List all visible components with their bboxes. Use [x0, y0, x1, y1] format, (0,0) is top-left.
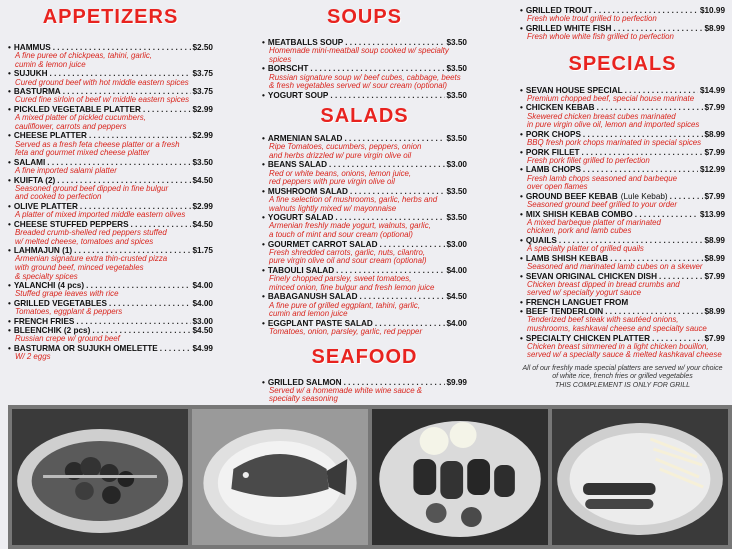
bullet-icon: • [262, 377, 265, 387]
item-price: $8.99 [704, 253, 725, 263]
item-price: $7.99 [704, 147, 725, 157]
salads-heading: SALADS [320, 104, 409, 127]
item-description: in pure virgin olive oil, lemon and imported spices [527, 120, 700, 130]
menu-item [262, 378, 467, 404]
bullet-icon: • [520, 297, 523, 307]
menu-item [262, 187, 467, 213]
menu-item [8, 299, 213, 317]
dot-leader [76, 317, 190, 326]
item-name: LAMB CHOPS [525, 165, 581, 175]
item-description: A mixed platter of pickled cucumbers, [15, 113, 146, 123]
item-price: $14.99 [699, 85, 725, 95]
menu-item [8, 326, 213, 344]
menu-item [520, 210, 725, 236]
menu-item [8, 131, 213, 157]
item-description: Fresh pork fillet grilled to perfection [527, 155, 650, 165]
item-price: $3.50 [446, 133, 467, 143]
item-price: $4.00 [192, 281, 213, 291]
menu-item [520, 6, 725, 24]
menu-item [520, 307, 725, 333]
item-extra: (Lule Kebab) [620, 191, 668, 201]
dot-leader [330, 91, 444, 100]
item-price: $10.99 [699, 6, 725, 15]
bullet-icon: • [8, 69, 11, 79]
item-description: Armenian freshly made yogurt, walnuts, garlic, [269, 221, 431, 231]
item-description: feta and gourmet mixed cheese platter [15, 148, 150, 158]
item-description: Premium chopped beef, special house marinate [527, 93, 695, 103]
bullet-icon: • [8, 219, 11, 229]
menu-item [262, 266, 467, 292]
bullet-icon: • [262, 160, 265, 170]
menu-item [8, 202, 213, 220]
item-price: $4.00 [446, 265, 467, 275]
menu-item [262, 213, 467, 239]
item-description: with ground beef, minced vegetables [15, 262, 144, 272]
item-description: cumin and lemon juice [269, 309, 348, 319]
bullet-icon: • [8, 298, 11, 308]
item-price: $3.50 [446, 38, 467, 47]
note-line: of white rice, french fries or grilled vegetables [552, 373, 693, 381]
item-description: A mixed barbeque platter of marinated [527, 217, 661, 227]
item-price: $2.99 [192, 131, 213, 141]
item-price: $9.99 [446, 377, 467, 387]
item-description: and cooked to perfection [15, 192, 102, 202]
bullet-icon: • [520, 235, 523, 245]
item-description: mushrooms, kashkaval cheese and specialty sauce [527, 323, 707, 333]
note-line: THIS COMPLEMENT IS ONLY FOR GRILL [555, 381, 690, 389]
bullet-icon: • [8, 201, 11, 211]
menu-item [262, 134, 467, 160]
item-description: Chicken breast simmered in a light chicken bouillon, [527, 341, 709, 351]
stuffed-grape-leaves-photo [372, 409, 548, 545]
item-name: SUJUKH [13, 69, 48, 79]
menu-item [262, 160, 467, 186]
seafood-heading: SEAFOOD [311, 345, 418, 368]
item-description: Tomatoes, eggplant & peppers [15, 307, 123, 317]
item-description: chicken, pork and lamb cubes [527, 226, 632, 236]
bullet-icon: • [520, 147, 523, 157]
menu-item [8, 87, 213, 105]
dot-leader [143, 105, 191, 114]
dot-leader [160, 344, 191, 353]
menu-item [520, 192, 725, 210]
item-description: A platter of mixed imported middle eastern olives [15, 210, 186, 220]
item-name: OLIVE PLATTER [13, 201, 78, 211]
item-description: Fresh shredded carrots, garlic, nuts, cilantro, [269, 247, 426, 257]
item-price: $4.50 [446, 292, 467, 302]
item-name: SEVAN HOUSE SPECIAL [525, 85, 623, 95]
item-price: $3.00 [192, 316, 213, 326]
menu-item [8, 176, 213, 202]
item-description: over open flames [527, 182, 588, 192]
item-description: A fine puree of chickpeas, tahini, garlic, [15, 51, 152, 61]
menu-item [262, 292, 467, 318]
item-name: SPECIALTY CHICKEN PLATTER [525, 333, 651, 343]
item-price: $7.99 [704, 103, 725, 113]
item-price: $12.99 [699, 165, 725, 175]
item-price: $7.99 [704, 191, 725, 201]
specials-column [520, 0, 725, 390]
item-description: A fine selection of mushrooms, garlic, herbs and [269, 194, 438, 204]
bullet-icon: • [520, 209, 523, 219]
item-name: TABOULI SALAD [267, 265, 335, 275]
item-name: SEVAN ORIGINAL CHICKEN DISH [525, 271, 658, 281]
menu-item [520, 254, 725, 272]
item-name: FRENCH LANGUET FROM [525, 297, 629, 307]
bullet-icon: • [8, 157, 11, 167]
item-description: Breaded crumb-shelled red peppers stuffed [15, 227, 167, 237]
appetizers-column [8, 0, 213, 362]
menu-item-row [262, 91, 467, 100]
item-name: CHEESE PLATTER [13, 131, 87, 141]
salads-list [262, 134, 467, 337]
item-price: $3.75 [192, 87, 213, 97]
item-description: Seasoned and marinated lamb cubes on a skewer [527, 261, 703, 271]
menu-item-row [8, 317, 213, 326]
item-description: minced onion, fine bulgur and fresh lemon juice [269, 282, 435, 292]
middle-column [262, 0, 467, 430]
item-price: $3.50 [446, 90, 467, 100]
item-price: $1.75 [192, 246, 213, 256]
bullet-icon: • [262, 64, 265, 74]
menu-item [8, 69, 213, 87]
bullet-icon: • [8, 325, 11, 335]
item-name: BEEF TENDERLOIN [525, 307, 604, 317]
item-price: $3.50 [446, 64, 467, 74]
bullet-icon: • [262, 90, 265, 100]
item-price: $3.00 [446, 239, 467, 249]
menu-item [520, 103, 725, 129]
item-description: Stuffed grape leaves with rice [15, 289, 119, 299]
item-price: $2.99 [192, 201, 213, 211]
item-description: W/ 2 eggs [15, 351, 51, 361]
grill-top-list [520, 6, 725, 42]
item-name: GOURMET CARROT SALAD [267, 239, 378, 249]
bullet-icon: • [520, 191, 523, 201]
menu-item [520, 165, 725, 191]
item-name: PORK CHOPS [525, 129, 581, 139]
item-description: cumin & lemon juice [15, 59, 86, 69]
item-price: $4.50 [192, 219, 213, 229]
item-price: $8.99 [704, 235, 725, 245]
bullet-icon: • [520, 333, 523, 343]
item-description: A fine pure of grilled eggplant, tahini, garlic, [269, 300, 421, 310]
menu-item [262, 64, 467, 90]
menu-item [262, 319, 467, 337]
specials-note [520, 365, 725, 390]
item-price: $8.99 [704, 307, 725, 317]
item-name: HAMMUS [13, 43, 51, 52]
item-description: specialty seasoning [269, 394, 338, 404]
note-line: All of our freshly made special platters are served w/ your choice [522, 364, 723, 372]
item-price: $7.99 [704, 333, 725, 343]
bullet-icon: • [262, 186, 265, 196]
item-description: Fresh lamb chops seasoned and barbeque [527, 173, 678, 183]
item-description: Cured fine sirloin of beef w/ middle eastern spices [15, 95, 190, 105]
bullet-icon: • [8, 87, 11, 97]
item-name: GROUND BEEF KEBAB [525, 191, 618, 201]
bullet-icon: • [8, 175, 11, 185]
kebab-with-fries-photo [552, 409, 728, 545]
item-description: Russian signature soup w/ beef cubes, cabbage, beets [269, 72, 461, 82]
item-description: Served as a fresh feta cheese platter or a fresh [15, 139, 180, 149]
item-name: LAHMAJUN (1) [13, 246, 73, 256]
bullet-icon: • [520, 129, 523, 139]
food-photo-strip [8, 405, 732, 549]
item-name: MIX SHISH KEBAB COMBO [525, 209, 633, 219]
item-price: $4.50 [192, 325, 213, 335]
item-name: EGGPLANT PASTE SALAD [267, 318, 373, 328]
item-name: LAMB SHISH KEBAB [525, 253, 609, 263]
bullet-icon: • [262, 265, 265, 275]
item-description: served w/ specialty yogurt sauce [527, 288, 642, 298]
item-name: FRENCH FRIES [13, 316, 75, 326]
item-description: Skewered chicken breast cubes marinated [527, 111, 676, 121]
item-name: SALAMI [13, 157, 46, 167]
menu-item [8, 220, 213, 246]
item-description: pure virgin olive oil and sour cream (optional) [269, 256, 427, 266]
menu-item [520, 272, 725, 298]
item-description: Fresh whole trout grilled to perfection [527, 14, 657, 24]
bullet-icon: • [8, 43, 11, 52]
menu-item [520, 298, 725, 307]
soups-heading: SOUPS [326, 6, 403, 28]
menu-item [520, 24, 725, 42]
menu-item [262, 240, 467, 266]
item-description: Red or white beans, onions, lemon juice, [269, 168, 412, 178]
menu-item [8, 43, 213, 69]
item-description: Fresh whole white fish grilled to perfection [527, 32, 674, 41]
item-price: $4.99 [192, 343, 213, 353]
item-price: $3.50 [446, 213, 467, 223]
item-price: $4.00 [446, 318, 467, 328]
bullet-icon: • [520, 307, 523, 317]
item-description: Cured ground beef with hot middle eastern spices [15, 77, 189, 87]
item-description: Russian crepe w/ ground beef [15, 334, 120, 344]
item-description: walnuts lightly mixed w/ mayonnaise [269, 203, 397, 213]
item-price: $8.99 [704, 23, 725, 33]
menu-item [520, 236, 725, 254]
item-name: BASTURMA [13, 87, 61, 97]
bullet-icon: • [8, 316, 11, 326]
item-name: GRILLED SALMON [267, 377, 342, 387]
item-description: Ripe Tomatoes, cucumbers, peppers, onion [269, 142, 422, 152]
menu-item [262, 38, 467, 64]
item-price: $8.99 [704, 129, 725, 139]
kebab-skewers-photo [12, 409, 188, 545]
item-description: A fine imported salami platter [15, 165, 117, 175]
item-price: $13.99 [699, 209, 725, 219]
item-price: $3.75 [192, 69, 213, 79]
item-description: & specialty spices [15, 271, 78, 281]
menu-item [8, 317, 213, 326]
item-description: and herbs drizzled w/ pure virgin olive oil [269, 150, 412, 160]
item-name: MEATBALLS SOUP [267, 38, 344, 47]
item-name: CHEESE STUFFED PEPPERS [13, 219, 129, 229]
bullet-icon: • [8, 104, 11, 114]
item-description: Tenderized beef steak with sautéed onions, [527, 315, 679, 325]
specials-list [520, 86, 725, 360]
item-description: served w/ a specialty sauce & melted kashkaval cheese [527, 350, 722, 360]
menu-item [262, 91, 467, 100]
bullet-icon: • [262, 38, 265, 47]
menu-item [520, 148, 725, 166]
item-name: CHICKEN KEBAB [525, 103, 595, 113]
item-price: $3.50 [446, 186, 467, 196]
appetizers-heading: APPETIZERS [42, 6, 179, 28]
bullet-icon: • [262, 133, 265, 143]
item-description: cauliflower, carrots and peppers [15, 121, 127, 131]
item-description: BBQ fresh pork chops marinated in special spices [527, 137, 702, 147]
item-description: Finely chopped parsley, sweet tomatoes, [269, 274, 412, 284]
item-price: $2.99 [192, 104, 213, 114]
menu-item [520, 86, 725, 104]
bullet-icon: • [520, 85, 523, 95]
item-price: $7.99 [704, 271, 725, 281]
item-description: Seasoned ground beef grilled to your order [527, 199, 678, 209]
item-description: Served w/ a homemade white wine sauce & [269, 385, 423, 395]
item-name: BEANS SALAD [267, 160, 328, 170]
menu-item [8, 246, 213, 281]
menu-item [8, 105, 213, 131]
item-name: BASTURMA OR SUJUKH OMELETTE [13, 343, 158, 353]
item-name: YOGURT SALAD [267, 213, 334, 223]
item-description: Armenian signature extra thin-crusted pizza [15, 254, 168, 264]
bullet-icon: • [8, 131, 11, 141]
item-name: QUAILS [525, 235, 557, 245]
item-name: YOGURT SOUP [267, 90, 329, 100]
item-name: BABAGANUSH SALAD [267, 292, 358, 302]
item-name: BLEENCHIK (2 pcs) [13, 325, 91, 335]
item-name: MUSHROOM SALAD [267, 186, 348, 196]
bullet-icon: • [262, 292, 265, 302]
item-name: ARMENIAN SALAD [267, 133, 343, 143]
item-price: $2.50 [192, 43, 213, 52]
bullet-icon: • [520, 23, 523, 33]
item-description: Homemade mini-meatball soup cooked w/ specialty spices [269, 46, 449, 64]
item-description: & fresh vegetables served w/ sour cream (optional) [269, 81, 448, 91]
item-description: a touch of mint and sour cream (optional) [269, 229, 413, 239]
bullet-icon: • [8, 246, 11, 256]
bullet-icon: • [520, 103, 523, 113]
specials-heading: SPECIALS [568, 52, 677, 75]
item-description: Tomatoes, onion, parsley, garlic, red pepper [269, 326, 423, 336]
soups-list [262, 38, 467, 100]
item-name: PICKLED VEGETABLE PLATTER [13, 104, 141, 114]
item-price: $3.00 [446, 160, 467, 170]
appetizers-list [8, 43, 213, 362]
item-name: KUIFTA (2) [13, 175, 56, 185]
grilled-fish-photo [192, 409, 368, 545]
item-price: $4.50 [192, 175, 213, 185]
item-description: w/ melted cheese, tomatoes and spices [15, 236, 154, 246]
item-name: PORK FILLET [525, 147, 580, 157]
item-name: GRILLED WHITE FISH [525, 23, 612, 33]
menu-item [520, 334, 725, 360]
bullet-icon: • [262, 213, 265, 223]
menu-item [520, 130, 725, 148]
item-price: $3.50 [192, 157, 213, 167]
item-description: Seasoned ground beef dipped in fine bulgur [15, 183, 169, 193]
item-description: Chicken breast dipped in bread crumbs and [527, 279, 680, 289]
bullet-icon: • [262, 318, 265, 328]
bullet-icon: • [262, 239, 265, 249]
menu-item [8, 344, 213, 362]
menu-item [8, 281, 213, 299]
menu-item [8, 158, 213, 176]
item-name: BORSCHT [267, 64, 309, 74]
bullet-icon: • [520, 165, 523, 175]
item-name: GRILLED VEGETABLES [13, 298, 107, 308]
item-name: GRILLED TROUT [525, 6, 593, 15]
bullet-icon: • [520, 253, 523, 263]
bullet-icon: • [8, 281, 11, 291]
item-price: $4.00 [192, 298, 213, 308]
item-description: red peppers with pure virgin olive oil [269, 177, 395, 187]
bullet-icon: • [520, 271, 523, 281]
bullet-icon: • [520, 6, 523, 15]
item-name: YALANCHI (4 pcs) [13, 281, 85, 291]
item-description: A specialty platter of grilled quails [527, 244, 644, 254]
menu-item-row [520, 298, 725, 307]
bullet-icon: • [8, 343, 11, 353]
